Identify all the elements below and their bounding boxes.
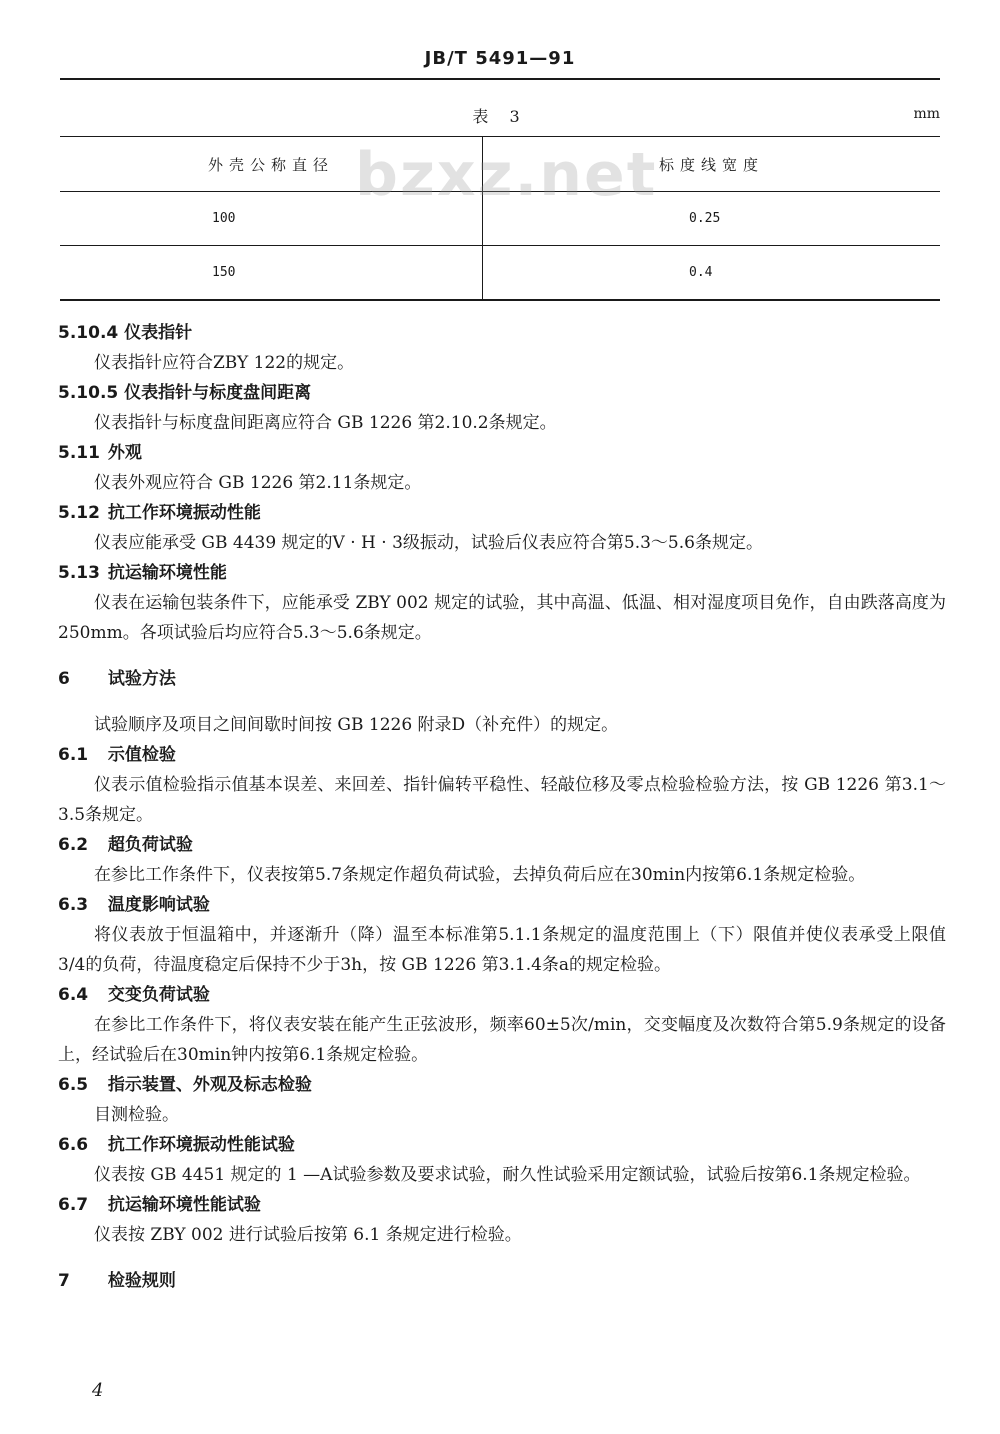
section-number: 6.5 (58, 1075, 89, 1095)
section-title: 温度影响试验 (107, 895, 210, 915)
table-cell: 100 (60, 192, 483, 246)
section-number: 6.3 (58, 895, 89, 915)
section-title: 交变负荷试验 (107, 985, 210, 1005)
section-title: 指示装置、外观及标志检验 (107, 1075, 312, 1095)
data-table (60, 136, 940, 301)
section-number: 7 (58, 1271, 70, 1291)
section-title: 试验方法 (107, 669, 176, 689)
section-number: 5.13 (58, 563, 100, 583)
section-title: 抗工作环境振动性能试验 (107, 1135, 295, 1155)
section-heading (58, 558, 946, 588)
table-row (60, 246, 940, 300)
column-header-diameter: 外壳公称直径 (60, 137, 483, 192)
spacer (58, 694, 946, 710)
table-cell: 0.4 (689, 264, 713, 280)
section-heading (58, 1130, 946, 1160)
section-text: 仪表外观应符合 GB 1226 第2.11条规定。 (94, 473, 422, 493)
section-text: 仪表在运输包装条件下，应能承受 ZBY 002 规定的试验，其中高温、低温、相对湿度项目免作，自由跌落高度为250mm。各项试验后均应符合5.3～5.6条规定。 (58, 593, 946, 643)
section-text: 试验顺序及项目之间间歇时间按 GB 1226 附录D（补充件）的规定。 (94, 715, 619, 735)
document-body (58, 318, 946, 1296)
section-title: 仪表指针与标度盘间距离 (124, 383, 312, 403)
section-heading (58, 740, 946, 770)
table-row (60, 192, 940, 246)
section-number: 5.11 (58, 443, 100, 463)
section-title: 抗运输环境性能试验 (107, 1195, 261, 1215)
table-header-row (60, 137, 940, 192)
section-title: 超负荷试验 (107, 835, 193, 855)
section-heading (58, 1070, 946, 1100)
section-heading (58, 438, 946, 468)
section-number: 6.6 (58, 1135, 89, 1155)
section-text: 仪表指针与标度盘间距离应符合 GB 1226 第2.10.2条规定。 (94, 413, 557, 433)
section-heading (58, 498, 946, 528)
section-heading (58, 830, 946, 860)
header-rule (60, 78, 940, 80)
standard-number: JB/T 5491—91 (424, 48, 576, 69)
table-caption (60, 90, 940, 136)
spacer (58, 648, 946, 664)
section-title: 检验规则 (107, 1271, 176, 1291)
spacer (58, 1250, 946, 1266)
section-text: 在参比工作条件下，将仪表安装在能产生正弦波形，频率60±5次/min，交变幅度及次数符合第5.9条规定的设备上，经试验后在30min钟内按第6.1条规定检验。 (58, 1015, 946, 1065)
section-number: 6.1 (58, 745, 89, 765)
watermark: bzxz.net (355, 140, 658, 210)
section-number: 5.10.5 (58, 383, 119, 403)
section-text: 仪表按 ZBY 002 进行试验后按第 6.1 条规定进行检验。 (94, 1225, 522, 1245)
section-title: 抗运输环境性能 (107, 563, 227, 583)
section-text: 仪表应能承受 GB 4439 规定的V · H · 3级振动，试验后仪表应符合第5.3～5.6条规定。 (94, 533, 763, 553)
section-number: 6.4 (58, 985, 89, 1005)
table-3 (60, 90, 940, 301)
section-title: 示值检验 (107, 745, 176, 765)
section-title: 抗工作环境振动性能 (107, 503, 261, 523)
section-text: 仪表指针应符合ZBY 122的规定。 (94, 353, 355, 373)
section-text: 目测检验。 (94, 1105, 179, 1125)
section-title: 外观 (107, 443, 142, 463)
section-text: 将仪表放于恒温箱中，并逐渐升（降）温至本标准第5.1.1条规定的温度范围上（下）限值并使仪表承受上限值3/4的负荷，待温度稳定后保持不少于3h，按 GB 1226 第3.1.4条a的规定检验。 (58, 925, 946, 975)
page-number: 4 (92, 1380, 104, 1401)
section-heading (58, 378, 946, 408)
table-title: 表 3 (472, 107, 528, 126)
table-cell: 150 (60, 246, 483, 300)
section-heading (58, 980, 946, 1010)
section-heading (58, 318, 946, 348)
section-number: 5.10.4 (58, 323, 119, 343)
table-unit: mm (913, 106, 940, 122)
section-text: 仪表按 GB 4451 规定的 1 —A试验参数及要求试验，耐久性试验采用定额试验，试验后按第6.1条规定检验。 (94, 1165, 921, 1185)
section-heading (58, 890, 946, 920)
section-number: 6.7 (58, 1195, 89, 1215)
section-number: 6 (58, 669, 70, 689)
section-title: 仪表指针 (124, 323, 193, 343)
section-number: 6.2 (58, 835, 89, 855)
section-text: 在参比工作条件下，仪表按第5.7条规定作超负荷试验，去掉负荷后应在30min内按第6.1条规定检验。 (94, 865, 866, 885)
chapter-heading (58, 1266, 946, 1296)
section-heading (58, 1190, 946, 1220)
section-text: 仪表示值检验指示值基本误差、来回差、指针偏转平稳性、轻敲位移及零点检验检验方法，按 GB 1226 第3.1～3.5条规定。 (58, 775, 946, 825)
table-cell: 0.25 (689, 211, 721, 226)
chapter-heading (58, 664, 946, 694)
column-header-line-width: 标度线宽度 (658, 155, 764, 174)
section-number: 5.12 (58, 503, 100, 523)
